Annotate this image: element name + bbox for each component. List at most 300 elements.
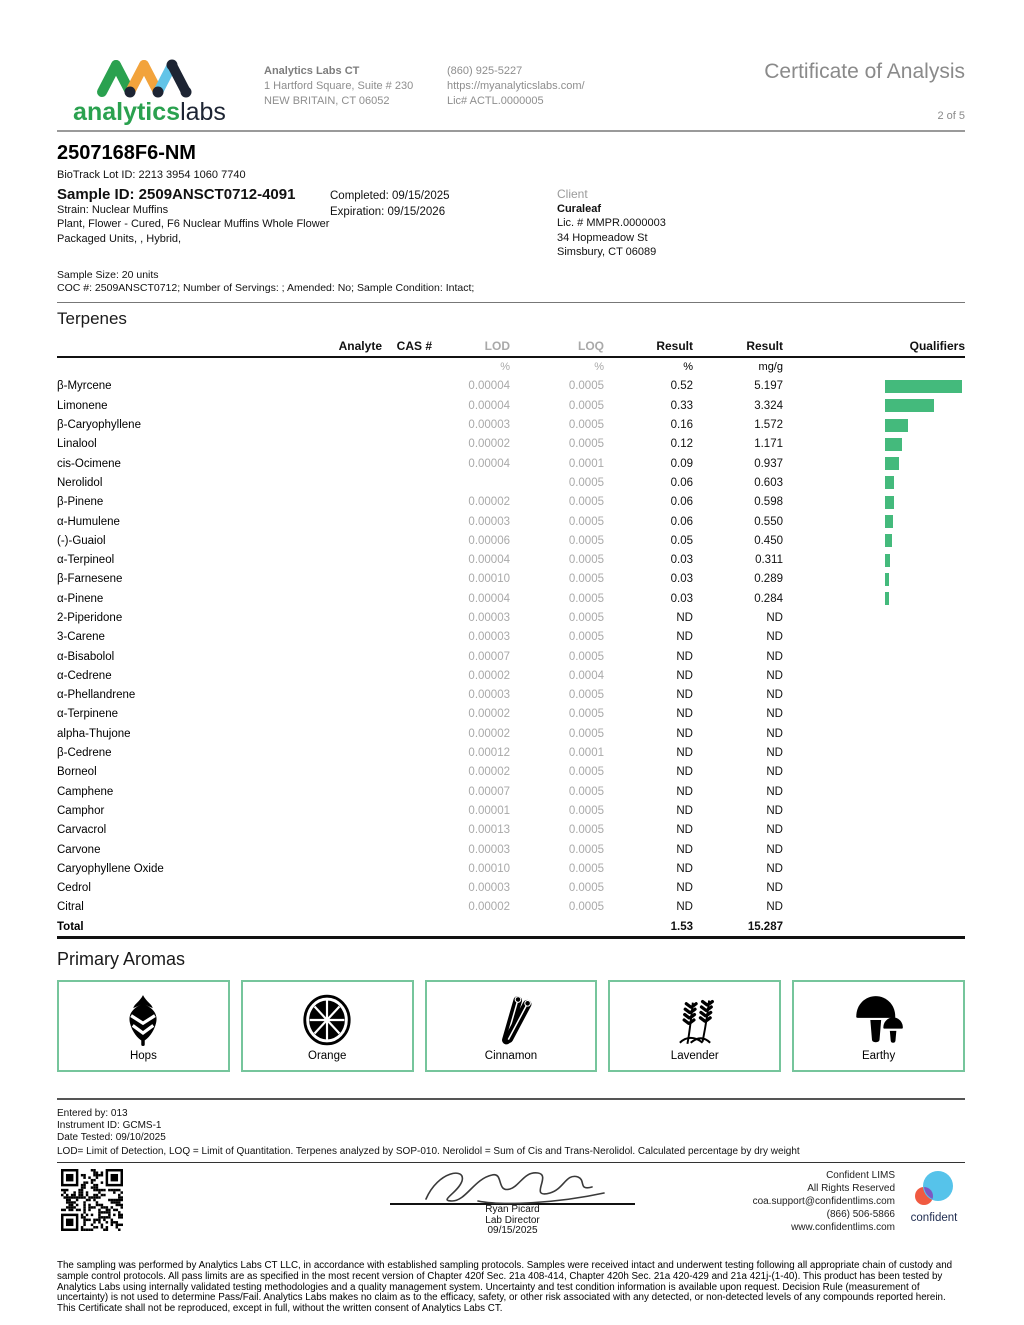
result-bar: [885, 592, 889, 605]
analyte-name: Camphene: [57, 785, 114, 798]
analyte-name: β-Caryophyllene: [57, 419, 141, 432]
table-row: [57, 782, 965, 801]
cas-value: [382, 686, 432, 705]
lod-value: 0.00007: [468, 785, 510, 798]
result-pct-value: 0.05: [670, 534, 693, 547]
result-mg-value: 3.324: [754, 399, 783, 412]
result-pct-value: 0.06: [670, 496, 693, 509]
loq-value: 0.0005: [568, 592, 604, 605]
date-tested: Date Tested: 09/10/2025: [57, 1132, 166, 1144]
result-pct-value: ND: [676, 612, 693, 624]
lims-phone: (866) 506-5866: [826, 1209, 895, 1221]
orange-icon: [301, 994, 353, 1046]
table-row: [57, 493, 965, 512]
strain: Strain: Nuclear Muffins: [57, 203, 169, 216]
aroma-label: Orange: [308, 1050, 347, 1063]
analyte-name: cis-Ocimene: [57, 457, 121, 470]
result-mg-value: ND: [766, 612, 783, 624]
table-row: [57, 531, 965, 550]
analyte-name: α-Humulene: [57, 515, 120, 528]
analyte-name: Caryophyllene Oxide: [57, 862, 164, 875]
cas-value: [382, 570, 432, 589]
lab-address-line1: 1 Hartford Square, Suite # 230: [264, 80, 414, 92]
signature-icon: [408, 1165, 618, 1207]
sample-description: Plant, Flower - Cured, F6 Nuclear Muffins Whole Flower Packaged Units, , Hybrid,: [57, 218, 330, 245]
loq-value: 0.0005: [568, 689, 604, 702]
result-mg-value: ND: [766, 727, 783, 740]
cas-value: [382, 396, 432, 415]
table-row: [57, 415, 965, 434]
method-note: LOD= Limit of Detection, LOQ = Limit of Quantitation. Terpenes analyzed by SOP-010. Nerolidol = Sum of Cis and Trans-Nerolidol. Calculated percentage by dry weight: [57, 1146, 800, 1158]
confident-brand: confident: [910, 1212, 958, 1225]
table-row: [57, 898, 965, 917]
loq-value: 0.0005: [568, 438, 604, 451]
confident-logo: [903, 1169, 965, 1224]
cas-value: [382, 763, 432, 782]
analyte-name: α-Terpinene: [57, 708, 118, 721]
result-mg-value: 0.450: [754, 534, 783, 547]
qualifier-cell: [783, 647, 965, 666]
lab-wordmark: [57, 100, 242, 124]
qualifier-cell: [783, 705, 965, 724]
result-mg-value: 0.598: [754, 496, 783, 509]
qualifier-cell: [783, 473, 965, 492]
lod-value: 0.00010: [468, 573, 510, 586]
lims-email: coa.support@confidentlims.com: [752, 1196, 895, 1208]
table-row: [57, 550, 965, 569]
cas-value: [382, 589, 432, 608]
lab-logo-zigzag-icon: [90, 56, 210, 100]
table-row: [57, 763, 965, 782]
analyte-name: Citral: [57, 901, 84, 914]
loq-value: 0.0005: [568, 515, 604, 528]
coc-line: COC #: 2509ANSCT0712; Number of Servings: ; Amended: No; Sample Condition: Intact;: [57, 281, 475, 294]
analyte-name: α-Cedrene: [57, 669, 112, 682]
result-pct-value: ND: [676, 843, 693, 856]
aroma-box-earthy: [792, 980, 965, 1072]
lims-name: Confident LIMS: [826, 1170, 895, 1182]
loq-value: 0.0005: [568, 612, 604, 624]
loq-value: 0.0005: [568, 631, 604, 644]
terpenes-section-title: Terpenes: [57, 308, 127, 328]
cas-value: [382, 493, 432, 512]
loq-value: 0.0005: [568, 708, 604, 721]
lod-value: 0.00004: [468, 554, 510, 567]
total-result-pct: 1.53: [604, 917, 693, 938]
result-pct-value: ND: [676, 727, 693, 740]
table-row: [57, 743, 965, 762]
analyte-name: α-Bisabolol: [57, 650, 115, 663]
client-block: [557, 186, 817, 260]
table-row: [57, 705, 965, 724]
table-row: [57, 396, 965, 415]
table-row: [57, 473, 965, 492]
page-number: 2 of 5: [937, 110, 965, 122]
result-pct-value: 0.06: [670, 476, 693, 489]
result-pct-value: 0.06: [670, 515, 693, 528]
table-row: [57, 821, 965, 840]
aroma-box-lavender: [608, 980, 781, 1072]
table-row: [57, 647, 965, 666]
qualifier-cell: [783, 898, 965, 917]
analyte-name: Cedrol: [57, 882, 91, 895]
cas-value: [382, 666, 432, 685]
lab-wordmark-secondary: labs: [180, 98, 226, 126]
signature-section: [57, 1167, 965, 1239]
analyte-name: 3-Carene: [57, 631, 105, 644]
terpenes-table-body: [57, 357, 965, 918]
result-mg-value: ND: [766, 747, 783, 760]
lod-value: 0.00002: [468, 438, 510, 451]
sample-info-columns: [57, 186, 965, 260]
table-row: [57, 879, 965, 898]
loq-value: 0.0005: [568, 727, 604, 740]
cas-value: [382, 608, 432, 627]
cas-value: [382, 898, 432, 917]
table-row: [57, 377, 965, 396]
result-pct-value: ND: [676, 669, 693, 682]
lab-logo: [57, 56, 242, 124]
result-bar: [885, 515, 893, 528]
loq-value: 0.0005: [568, 419, 604, 432]
result-pct-value: ND: [676, 747, 693, 760]
result-bar: [885, 399, 934, 412]
analyte-name: β-Pinene: [57, 496, 104, 509]
result-bar: [885, 476, 894, 489]
analyte-name: alpha-Thujone: [57, 727, 131, 740]
lavender-icon: [669, 994, 721, 1046]
table-row: [57, 724, 965, 743]
lab-address-block: [264, 56, 439, 109]
lod-value: 0.00003: [468, 882, 510, 895]
lims-rights: All Rights Reserved: [807, 1183, 895, 1195]
result-pct-value: 0.12: [670, 438, 693, 451]
sample-dates: [330, 186, 557, 260]
lod-value: 0.00002: [468, 708, 510, 721]
lod-value: 0.00003: [468, 419, 510, 432]
lod-value: 0.00003: [468, 515, 510, 528]
analyte-name: Borneol: [57, 766, 97, 779]
total-label: Total: [57, 917, 382, 938]
result-mg-value: ND: [766, 882, 783, 895]
cas-value: [382, 531, 432, 550]
result-pct-value: ND: [676, 901, 693, 914]
lod-value: 0.00002: [468, 901, 510, 914]
lod-value: 0.00003: [468, 689, 510, 702]
qualifier-cell: [783, 782, 965, 801]
signer-name: Ryan Picard: [485, 1204, 540, 1216]
result-mg-value: ND: [766, 766, 783, 779]
result-mg-value: 1.572: [754, 419, 783, 432]
cas-value: [382, 801, 432, 820]
unit-lod: %: [500, 361, 510, 374]
aroma-box-orange: [241, 980, 414, 1072]
result-mg-value: 0.603: [754, 476, 783, 489]
analyte-name: α-Terpineol: [57, 554, 115, 567]
client-label: Client: [557, 186, 588, 201]
loq-value: 0.0005: [568, 534, 604, 547]
col-header-cas: CAS #: [382, 339, 432, 357]
total-row: [57, 917, 965, 938]
qualifier-cell: [783, 454, 965, 473]
divider: [57, 1162, 965, 1163]
loq-value: 0.0001: [568, 457, 604, 470]
table-row: [57, 570, 965, 589]
loq-value: 0.0005: [568, 824, 604, 837]
lod-value: 0.00003: [468, 843, 510, 856]
loq-value: 0.0005: [568, 766, 604, 779]
lod-value: 0.00001: [468, 804, 510, 817]
divider: [57, 1098, 965, 1100]
sample-details: [57, 186, 330, 260]
qualifier-cell: [783, 821, 965, 840]
analyte-name: Carvacrol: [57, 824, 107, 837]
result-pct-value: 0.16: [670, 419, 693, 432]
loq-value: 0.0005: [568, 496, 604, 509]
result-pct-value: 0.03: [670, 592, 693, 605]
analyte-name: Limonene: [57, 399, 108, 412]
result-pct-value: 0.03: [670, 554, 693, 567]
cas-value: [382, 782, 432, 801]
result-mg-value: ND: [766, 650, 783, 663]
lod-value: 0.00010: [468, 862, 510, 875]
analyte-name: Linalool: [57, 438, 97, 451]
qualifier-cell: [783, 550, 965, 569]
col-header-qualifiers: Qualifiers: [783, 339, 965, 357]
table-row: [57, 608, 965, 627]
result-mg-value: 0.550: [754, 515, 783, 528]
lod-value: 0.00013: [468, 824, 510, 837]
divider: [57, 302, 965, 303]
lab-license: Lic# ACTL.0000005: [447, 95, 544, 107]
aroma-boxes: [57, 980, 965, 1072]
result-pct-value: ND: [676, 650, 693, 663]
unit-result-mg: mg/g: [758, 361, 783, 374]
cinnamon-icon: [485, 994, 537, 1046]
cas-value: [382, 840, 432, 859]
table-row: [57, 435, 965, 454]
qualifier-cell: [783, 801, 965, 820]
result-bar: [885, 554, 890, 567]
result-mg-value: 0.284: [754, 592, 783, 605]
cas-value: [382, 415, 432, 434]
cas-value: [382, 705, 432, 724]
table-row: [57, 512, 965, 531]
client-address2: Simsbury, CT 06089: [557, 246, 657, 258]
client-license: Lic. # MMPR.0000003: [557, 217, 666, 229]
result-bar: [885, 534, 892, 547]
cas-value: [382, 473, 432, 492]
result-bar: [885, 419, 908, 432]
result-bar: [885, 496, 894, 509]
cas-value: [382, 647, 432, 666]
aroma-box-hops: [57, 980, 230, 1072]
signature-block: [390, 1165, 635, 1237]
loq-value: 0.0005: [568, 843, 604, 856]
cas-value: [382, 512, 432, 531]
header: [57, 56, 965, 132]
table-row: [57, 840, 965, 859]
lod-value: 0.00012: [468, 747, 510, 760]
qualifier-cell: [783, 879, 965, 898]
cas-value: [382, 724, 432, 743]
qualifier-cell: [783, 415, 965, 434]
lod-value: 0.00004: [468, 380, 510, 393]
lod-value: 0.00004: [468, 592, 510, 605]
sample-size: Sample Size: 20 units: [57, 268, 159, 281]
sample-id: Sample ID: 2509ANSCT0712-4091: [57, 185, 296, 203]
result-mg-value: 5.197: [754, 380, 783, 393]
result-mg-value: ND: [766, 708, 783, 721]
analyte-name: Camphor: [57, 804, 105, 817]
result-mg-value: ND: [766, 804, 783, 817]
result-mg-value: ND: [766, 785, 783, 798]
result-pct-value: 0.52: [670, 380, 693, 393]
qualifier-cell: [783, 435, 965, 454]
cas-value: [382, 454, 432, 473]
page-content: [57, 0, 965, 1324]
confident-logo-icon: [911, 1169, 957, 1209]
table-row: [57, 454, 965, 473]
units-row: [57, 357, 965, 377]
lab-name: Analytics Labs CT: [264, 65, 360, 77]
cas-value: [382, 377, 432, 396]
qualifier-cell: [783, 570, 965, 589]
col-header-lod: LOD: [432, 339, 510, 357]
aroma-box-cinnamon: [425, 980, 598, 1072]
loq-value: 0.0005: [568, 573, 604, 586]
loq-value: 0.0005: [568, 476, 604, 489]
loq-value: 0.0005: [568, 380, 604, 393]
loq-value: 0.0005: [568, 882, 604, 895]
result-mg-value: ND: [766, 862, 783, 875]
client-name: Curaleaf: [557, 202, 602, 215]
coa-title-block: [764, 56, 965, 122]
lims-website: www.confidentlims.com: [791, 1222, 895, 1234]
cas-value: [382, 628, 432, 647]
result-pct-value: ND: [676, 824, 693, 837]
analyte-name: α-Phellandrene: [57, 689, 136, 702]
lod-value: 0.00002: [468, 496, 510, 509]
result-pct-value: ND: [676, 785, 693, 798]
qualifier-cell: [783, 666, 965, 685]
entered-by: Entered by: 013: [57, 1108, 128, 1120]
terpenes-table: [57, 339, 965, 940]
result-pct-value: ND: [676, 882, 693, 895]
analyte-name: β-Cedrene: [57, 747, 112, 760]
loq-value: 0.0005: [568, 399, 604, 412]
earthy-icon: [853, 994, 905, 1046]
expiration-date: Expiration: 09/15/2026: [330, 205, 446, 218]
unit-result-pct: %: [683, 361, 693, 374]
result-bar: [885, 380, 962, 393]
table-row: [57, 628, 965, 647]
completed-date: Completed: 09/15/2025: [330, 189, 450, 202]
cas-value: [382, 859, 432, 878]
lab-wordmark-primary: analytics: [73, 98, 181, 126]
cas-value: [382, 743, 432, 762]
result-mg-value: ND: [766, 669, 783, 682]
result-pct-value: ND: [676, 862, 693, 875]
lod-value: 0.00002: [468, 727, 510, 740]
lod-value: 0.00002: [468, 669, 510, 682]
lims-contact: [753, 1169, 895, 1234]
result-pct-value: 0.09: [670, 457, 693, 470]
result-mg-value: 0.311: [755, 554, 783, 567]
aroma-label: Hops: [129, 1050, 157, 1063]
result-pct-value: ND: [676, 766, 693, 779]
table-row: [57, 859, 965, 878]
analyte-name: β-Farnesene: [57, 573, 123, 586]
cas-value: [382, 821, 432, 840]
loq-value: 0.0005: [568, 785, 604, 798]
terpenes-table-head: [57, 339, 965, 357]
analyte-name: 2-Piperidone: [57, 612, 123, 624]
result-mg-value: 1.171: [754, 438, 783, 451]
analyte-name: Carvone: [57, 843, 101, 856]
page-title: Certificate of Analysis: [764, 60, 965, 83]
result-pct-value: 0.03: [670, 573, 693, 586]
lod-value: 0.00004: [468, 399, 510, 412]
biotrack-lot-id: BioTrack Lot ID: 2213 3954 1060 7740: [57, 169, 246, 181]
qualifier-cell: [783, 396, 965, 415]
result-mg-value: ND: [766, 843, 783, 856]
result-pct-value: ND: [676, 708, 693, 721]
col-header-result-pct: Result: [604, 339, 693, 357]
result-mg-value: 0.289: [754, 573, 783, 586]
table-row: [57, 666, 965, 685]
lod-value: 0.00003: [468, 612, 510, 624]
cas-value: [382, 550, 432, 569]
result-mg-value: ND: [766, 824, 783, 837]
unit-loq: %: [594, 361, 604, 374]
lod-value: [432, 473, 510, 492]
result-mg-value: 0.937: [754, 457, 783, 470]
lod-value: 0.00007: [468, 650, 510, 663]
qr-code: [61, 1169, 123, 1231]
analyte-name: β-Myrcene: [57, 380, 112, 393]
result-bar: [885, 438, 902, 451]
qualifier-cell: [783, 743, 965, 762]
loq-value: 0.0004: [568, 669, 604, 682]
qualifier-cell: [783, 493, 965, 512]
qualifier-cell: [783, 686, 965, 705]
lod-value: 0.00006: [468, 534, 510, 547]
result-mg-value: ND: [766, 631, 783, 644]
signature-date: 09/15/2025: [487, 1225, 538, 1237]
sample-id-main: 2507168F6-NM: [57, 142, 196, 164]
cas-value: [382, 879, 432, 898]
instrument-id: Instrument ID: GCMS-1: [57, 1120, 162, 1132]
lab-contact-block: [447, 56, 627, 109]
result-bar: [885, 573, 889, 586]
qualifier-cell: [783, 589, 965, 608]
loq-value: 0.0005: [568, 650, 604, 663]
lab-website: https://myanalyticslabs.com/: [447, 80, 585, 92]
hops-icon: [117, 994, 169, 1046]
qualifier-cell: [783, 840, 965, 859]
table-row: [57, 801, 965, 820]
aroma-label: Cinnamon: [484, 1050, 538, 1063]
lims-block: [753, 1169, 965, 1234]
qualifier-cell: [783, 859, 965, 878]
disclaimer: The sampling was performed by Analytics Labs CT LLC, in accordance with established sampling protocols. Samples were received intact and underwent testing following all appropriate chain of custody and sample control protocols. All pass limits are as specified in the most recent version of Chapter 420f Sec. 21a 408-414, Chapter 420h Sec. 21a 420-429 and 21a 421j-(1-40). This product has been tested by Analytics Labs using internally validated testing methodologies and a quality management system. Uncertainty and test condition information is available upon request. Decision Rule (measurement of uncertainty) is not used to determine Pass/Fail. Analytics Labs makes no claim as to the efficacy, safety, or other risk associated with any detected, or non-detected levels of any compounds reported herein. This Certificate shall not be reproduced, except in full, without the written consent of Analytics Labs CT.: [57, 1260, 953, 1314]
client-address1: 34 Hopmeadow St: [557, 231, 648, 244]
lod-value: 0.00002: [468, 766, 510, 779]
signer-title: Lab Director: [485, 1214, 540, 1226]
total-result-mg: 15.287: [693, 917, 783, 938]
col-header-loq: LOQ: [510, 339, 604, 357]
